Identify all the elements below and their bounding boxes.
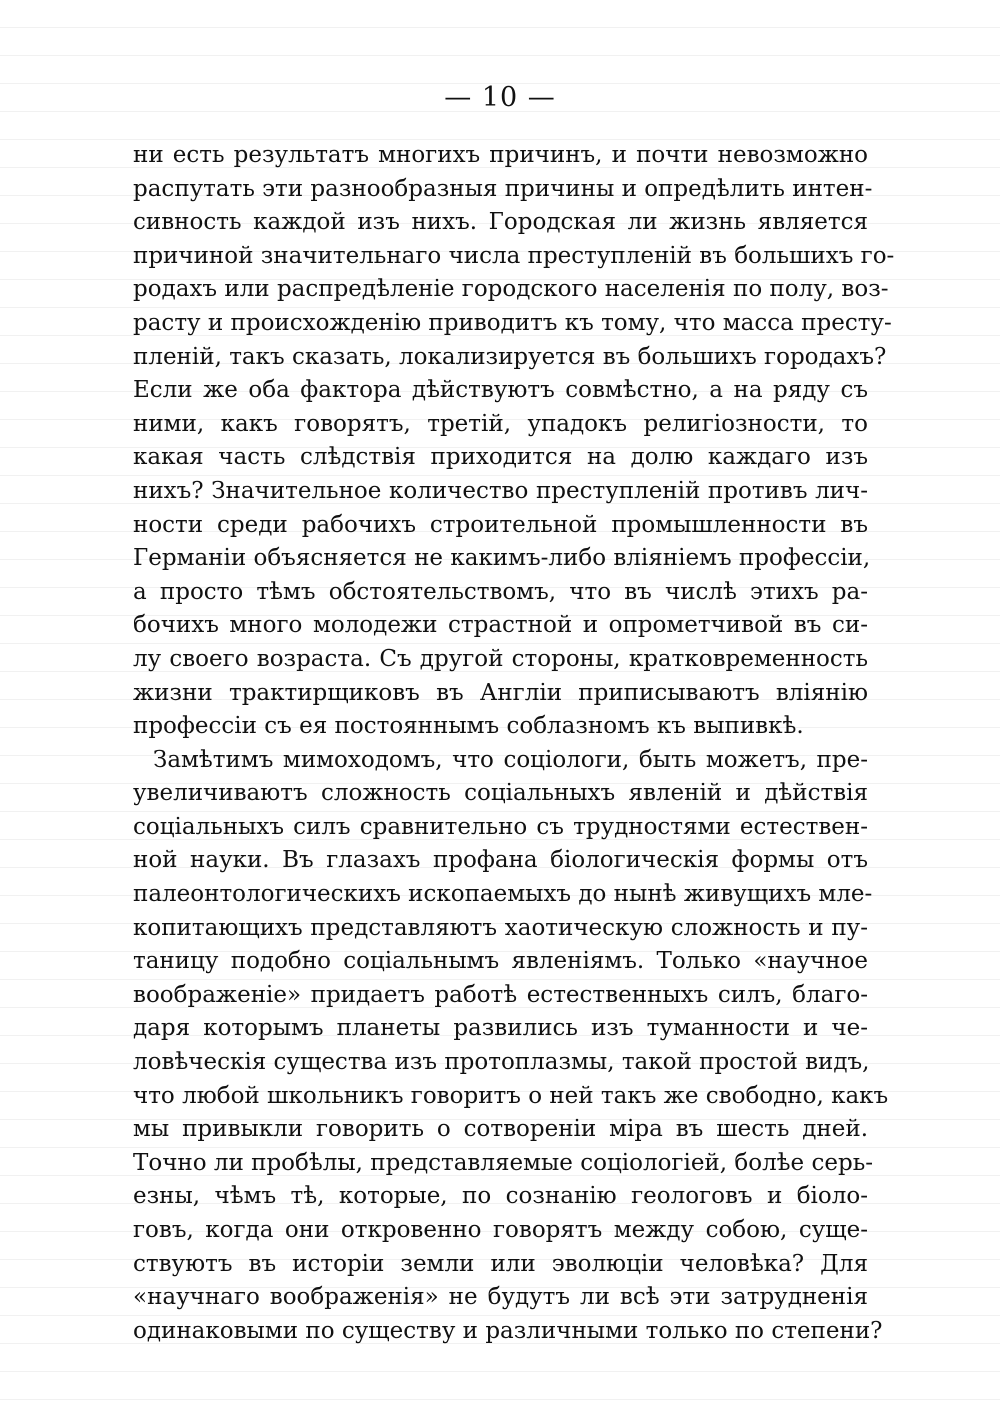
text-line: сивность каждой изъ нихъ. Городская ли жизнь является — [133, 209, 868, 236]
text-line: Германіи объясняется не какимъ-либо вліяніемъ профессіи, — [133, 545, 871, 572]
text-line: расту и происхожденію приводитъ къ тому, что масса престу- — [133, 309, 892, 336]
text-line: лу своего возраста. Съ другой стороны, кратковременность — [133, 645, 868, 672]
text-line: ни есть результатъ многихъ причинъ, и почти невозможно — [133, 142, 868, 168]
text-line: мы привыкли говорить о сотвореніи міра въ шесть дней. — [133, 1116, 868, 1143]
paragraph-start-line: Замѣтимъ мимоходомъ, что соціологи, быть можетъ, пре- — [153, 746, 868, 773]
text-line: одинаковыми по существу и различными только по степени? — [133, 1317, 883, 1344]
text-line: распутать эти разнообразныя причины и опредѣлить интен- — [133, 175, 873, 202]
text-line: нихъ? Значительное количество преступленій противъ лич- — [133, 477, 868, 504]
text-line: жизни трактирщиковъ въ Англіи приписываютъ вліянію — [133, 679, 868, 706]
text-line: увеличиваютъ сложность соціальныхъ явленій и дѣйствія — [133, 780, 868, 807]
text-line: что любой школьникъ говоритъ о ней такъ же свободно, какъ — [133, 1082, 889, 1109]
text-line: ной науки. Въ глазахъ профана біологическія формы отъ — [133, 847, 868, 874]
text-line: ности среди рабочихъ строительной промышленности въ — [133, 511, 868, 538]
text-line: какая часть слѣдствія приходится на долю каждаго изъ — [133, 444, 868, 471]
text-line: воображеніе» придаетъ работѣ естественныхъ силъ, благо- — [133, 981, 868, 1008]
text-line: бочихъ много молодежи страстной и опрометчивой въ си- — [133, 612, 868, 639]
page-number: — 10 — — [444, 82, 556, 113]
text-line: даря которымъ планеты развились изъ туманности и че- — [133, 1015, 868, 1042]
text-line: ловѣческія существа изъ протоплазмы, такой простой видъ, — [133, 1049, 870, 1076]
text-line: а просто тѣмъ обстоятельствомъ, что въ числѣ этихъ ра- — [133, 578, 868, 605]
text-line: таницу подобно соціальнымъ явленіямъ. Только «научное — [133, 948, 868, 975]
text-line: палеонтологическихъ ископаемыхъ до нынѣ живущихъ мле- — [133, 881, 873, 908]
paragraph-end-line: профессіи съ ея постояннымъ соблазномъ къ выпивкѣ. — [133, 713, 804, 740]
text-line: родахъ или распредѣленіе городского населенія по полу, воз- — [133, 276, 889, 303]
text-line: ствуютъ въ исторіи земли или эволюціи человѣка? Для — [133, 1250, 868, 1277]
text-line: ними, какъ говорятъ, третій, упадокъ религіозности, то — [133, 410, 868, 437]
text-line: копитающихъ представляютъ хаотическую сложность и пу- — [133, 914, 868, 941]
text-line: причиной значительнаго числа преступленій въ большихъ го- — [133, 242, 895, 269]
text-line: Точно ли пробѣлы, представляемые соціологіей, болѣе серь- — [133, 1149, 873, 1176]
text-line: говъ, когда они откровенно говорятъ между собою, суще- — [133, 1217, 868, 1243]
body-text — [133, 139, 895, 1348]
text-line: соціальныхъ силъ сравнительно съ трудностями естествен- — [133, 813, 868, 840]
text-line: езны, чѣмъ тѣ, которые, по сознанію геологовъ и біоло- — [133, 1183, 868, 1210]
text-line: «научнаго воображенія» не будутъ ли всѣ эти затрудненія — [133, 1284, 868, 1311]
text-line: Если же оба фактора дѣйствуютъ совмѣстно, а на ряду съ — [133, 377, 868, 404]
text-line: пленій, такъ сказать, локализируется въ большихъ городахъ? — [133, 343, 887, 370]
